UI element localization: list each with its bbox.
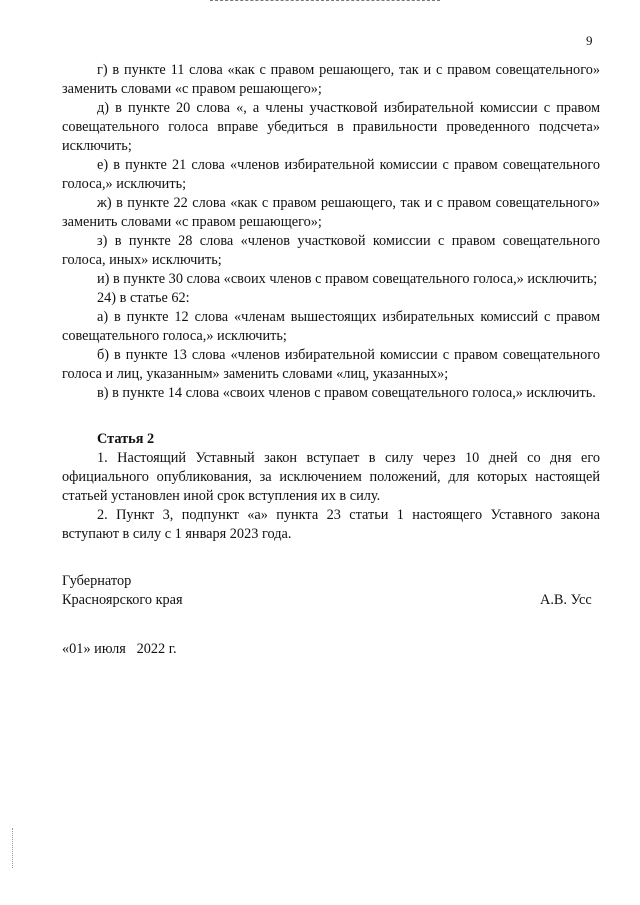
amendment-paragraph: д) в пункте 20 слова «, а члены участковой избирательной комиссии с правом совещательного голоса вправе убедиться в правильности проведенного подсчета» исключить; bbox=[62, 100, 600, 154]
amendment-paragraph: а) в пункте 12 слова «членам вышестоящих избирательных комиссий с правом совещательного голоса,» исключить; bbox=[62, 309, 600, 344]
amendment-paragraph: в) в пункте 14 слова «своих членов с правом совещательного голоса,» исключить. bbox=[97, 385, 596, 401]
amendment-paragraph: б) в пункте 13 слова «членов избирательной комиссии с правом совещательного голоса и лиц, указанным» заменить словами «лиц, указанных»; bbox=[62, 347, 600, 382]
amendments-list bbox=[62, 61, 600, 403]
amendment-paragraph: и) в пункте 30 слова «своих членов с правом совещательного голоса,» исключить; bbox=[97, 271, 598, 287]
amendment-paragraph: г) в пункте 11 слова «как с правом решающего, так и с правом совещательного» заменить словами «с правом решающего»; bbox=[62, 62, 600, 97]
scan-edge-artifact bbox=[12, 828, 15, 868]
article-body bbox=[62, 449, 600, 544]
signer-name: А.В. Усс bbox=[540, 592, 592, 608]
scan-top-mark bbox=[210, 0, 440, 3]
page-number: 9 bbox=[586, 33, 593, 48]
article-paragraph: 2. Пункт 3, подпункт «а» пункта 23 статьи 1 настоящего Уставного закона вступают в силу с 1 января 2023 года. bbox=[62, 507, 600, 542]
signing-date: «01» июля 2022 г. bbox=[62, 641, 177, 657]
signer-title-line2: Красноярского края bbox=[62, 592, 183, 608]
amendment-paragraph: з) в пункте 28 слова «членов участковой комиссии с правом совещательного голоса, иных» исключить; bbox=[62, 233, 600, 268]
article-paragraph: 1. Настоящий Уставный закон вступает в силу через 10 дней со дня его официального опубликования, за исключением положений, для которых настоящей статьей установлен иной срок вступления их в силу. bbox=[62, 450, 600, 504]
amendment-paragraph: ж) в пункте 22 слова «как с правом решающего, так и с правом совещательного» заменить словами «с правом решающего»; bbox=[62, 195, 600, 230]
signer-title-line1: Губернатор bbox=[62, 573, 132, 589]
amendment-paragraph: е) в пункте 21 слова «членов избирательной комиссии с правом совещательного голоса,» исключить; bbox=[62, 157, 600, 192]
article-heading: Статья 2 bbox=[97, 431, 155, 447]
amendment-paragraph: 24) в статье 62: bbox=[97, 290, 190, 306]
signature-block bbox=[62, 572, 183, 610]
